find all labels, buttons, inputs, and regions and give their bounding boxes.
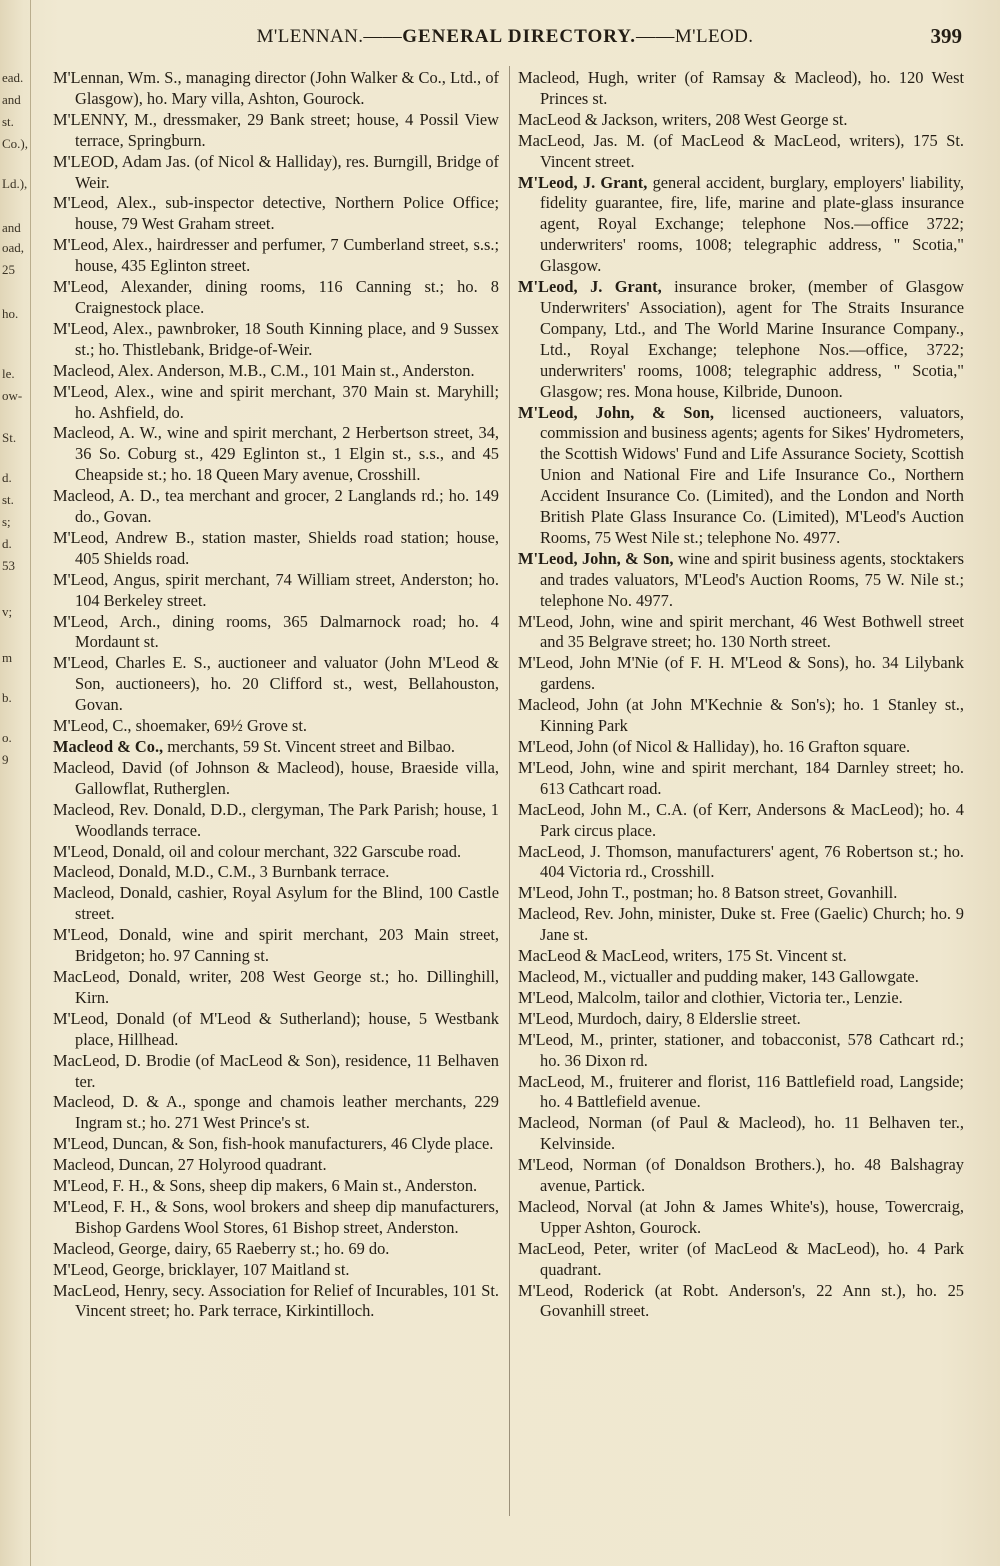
running-title: M'LENNAN.——GENERAL DIRECTORY.——M'LEOD. [256,26,754,47]
entry-name: Macleod, Alex. Anderson, [53,360,225,380]
entry-name: M'Leod, Arch., [53,611,161,631]
margin-fragment: ho. [2,306,19,321]
directory-entry [53,1176,499,1197]
entry-details: minister, Duke st. Free (Gaelic) Church; ho. 9 Jane st. [540,904,964,945]
entry-name: Macleod, Norman [518,1113,643,1133]
directory-entry [53,653,499,716]
directory-entry [53,967,499,1009]
entry-details: writer (of Ramsay & Macleod), ho. 120 West Princes st. [540,68,964,108]
entry-name: M'Leod, Andrew B., [53,527,195,547]
entry-details: D.D., clergyman, The Park Parish; house, 1 Woodlands terrace. [75,799,499,840]
entry-details: sub-inspector detective, Northern Police Office; house, 79 West Graham street. [75,193,499,234]
entry-name: M'Leod, John M'Nie [518,653,659,673]
header-right-name: M'LEOD. [674,26,754,47]
column-divider [509,66,510,1516]
entry-name: M'Leod, George, [53,1259,165,1279]
entry-name: M'Leod, Charles E. S., [53,653,211,673]
entry-details: writers, 175 St. Vincent st. [668,946,847,966]
entry-details: fruiterer and florist, 116 Battlefield road, Langside; ho. 4 Battlefield avenue. [540,1071,964,1112]
margin-fragment: le. [2,366,15,381]
entry-name: Macleod, Rev. Donald, [53,799,206,819]
entry-name: M'Leod, John [518,737,609,756]
entry-details: M.D., C.M., 3 Burnbank terrace. [170,862,390,882]
entry-details: (at John & James White's), house, Towercraig, Upper Ashton, Gourock. [540,1196,964,1237]
entry-details: cashier, Royal Asylum for the Blind, 100 Castle street. [75,883,499,924]
page-number: 399 [930,24,962,48]
entry-name: M'Leod, John, [518,611,615,631]
directory-entry [518,1072,964,1114]
directory-entry [53,235,499,277]
directory-entry [518,549,964,612]
directory-entry [53,800,499,842]
directory-entry [53,382,499,424]
entry-name: MacLeod, Donald, [53,966,181,986]
entry-name: MacLeod, John M., [518,799,651,819]
entry-details: shoemaker, 69½ Grove st. [131,716,308,736]
entry-name: M'Leod, Angus, [53,569,160,589]
entry-details: general accident, burglary, employers' liability, fidelity guarantee, fire, life, marine and plate-glass insurance agent, Royal Exchange; telephone Nos.—office 3722; underwriters' rooms, 1008; telegraphic address, " Scotia," Glasgow. [540,172,964,276]
directory-entry [53,1051,499,1093]
entry-details: (of Johnson & Macleod), house, Braeside villa, Gallowflat, Rutherglen. [75,757,499,798]
entry-name: Macleod, A. D., [53,486,160,506]
running-header [40,22,970,56]
entry-name: Macleod, Rev. John, [518,904,654,924]
directory-entry [518,131,964,173]
directory-entry [53,152,499,194]
entry-details: (of F. H. M'Leod & Sons), ho. 34 Lilybank gardens. [540,653,964,694]
entry-details: wine and spirit business agents, stocktakers and trades valuators, M'Leod's Auction Rooms, 75 W. Nile st.; telephone No. 4977. [540,548,964,610]
entry-details: secy. Association for Relief of Incurables, 101 St. Vincent street; ho. Park terrace, Kirkintilloch. [75,1280,499,1321]
directory-entry [518,68,964,110]
entry-name: M'Leod, John, [518,757,616,777]
directory-entry [518,277,964,402]
directory-entry [53,842,499,863]
directory-entry [518,904,964,946]
entry-name: M'Leod, Roderick [518,1280,645,1300]
entry-name: M'Leod, Alex., [53,381,155,401]
entry-details: 27 Holyrood quadrant. [173,1155,327,1175]
entry-name: MacLeod, M., [518,1071,614,1091]
entry-details: auctioneer and valuator (John M'Leod & Son, auctioneers), ho. 20 Clifford st., west, Bellahouston, Govan. [75,653,499,715]
entry-details: fish-hook manufacturers, 46 Clyde place. [218,1134,494,1154]
entry-details: bricklayer, 107 Maitland st. [164,1259,350,1279]
entry-name: Macleod, D. & A., [53,1092,187,1112]
right-column [518,68,964,1558]
entry-name: M'Leod, Donald [53,1008,165,1028]
entry-name: M'Leod, Duncan, & Son, [53,1134,219,1154]
directory-entry [53,758,499,800]
entry-details: spirit merchant, 74 William street, Anderston; ho. 104 Berkeley street. [75,569,499,610]
directory-entry [518,1281,964,1323]
entry-name: MacLeod, J. Thomson, [518,841,672,861]
entry-details: writer (of MacLeod & MacLeod), ho. 4 Park quadrant. [540,1238,964,1279]
entry-details: sheep dip makers, 6 Main st., Anderston. [205,1176,478,1196]
entry-name: M'Leod, C., [53,716,132,736]
entry-name: Macleod, M., [518,966,607,986]
entry-name: Macleod, John [518,695,619,715]
margin-fragment: ow- [2,388,23,403]
margin-fragment: m [2,650,13,665]
entry-name: Macleod, Duncan, [53,1155,174,1175]
directory-entry [518,173,964,278]
directory-entry [518,1239,964,1281]
directory-entry [53,883,499,925]
directory-entry [53,1134,499,1155]
entry-name: M'Leod, Donald, [53,925,172,945]
entry-details: manufacturers' agent, 76 Robertson st.; ho. 404 Victoria rd., Crosshill. [540,841,964,882]
entry-name: Macleod, Norval [518,1196,633,1216]
entry-name: Macleod & Co., [53,737,164,756]
directory-entry [518,1197,964,1239]
entry-details: (of MacLeod & MacLeod, writers), 175 St. Vincent street. [540,130,964,171]
directory-entry [53,570,499,612]
margin-fragment: 53 [2,558,15,573]
margin-fragment: and [2,92,21,107]
entry-details: wine and spirit merchant, 203 Main street, Bridgeton; ho. 97 Canning st. [75,925,499,966]
entry-name: M'Leod, Alexander, [53,277,193,297]
entry-name: M'Leod, Murdoch, [518,1008,642,1028]
entry-details: (at Robt. Anderson's, 22 Ann st.), ho. 25 Govanhill street. [540,1280,964,1321]
entry-details: wool brokers and sheep dip manufacturers, Bishop Gardens Wool Stores, 61 Bishop street, Anderston. [75,1196,499,1237]
directory-entry [53,1260,499,1281]
directory-entry [518,110,964,131]
entry-details: tailor and clothier, Victoria ter., Lenzie. [640,987,903,1007]
directory-entry [53,1281,499,1323]
entry-name: MacLeod, Henry, [53,1280,169,1300]
entry-details: insurance broker, (member of Glasgow Underwriters' Association), agent for The Straits Insurance Company, Ltd., and The World Marine Insurance Company., Ltd., Royal Exchange; telephone Nos.—office, 3722; underwriters' rooms, 1008; telegraphic address, " Scotia," Glasgow; res. Mona house, Kilbride, Dunoon. [540,277,964,401]
margin-fragment: st. [2,492,14,507]
directory-entry [53,737,499,758]
entry-details: victualler and pudding maker, 143 Gallowgate. [606,966,919,986]
entry-name: M'LENNY, M., [53,109,157,129]
margin-fragment: St. [2,430,17,445]
left-column [53,68,499,1558]
entry-name: MacLeod, Peter, [518,1238,631,1258]
directory-entry [518,1113,964,1155]
directory-entry [518,842,964,884]
entry-name: M'Leod, John, & Son, [518,548,674,568]
entry-details: dining rooms, 116 Canning st.; ho. 8 Craignestock place. [75,277,499,317]
directory-entry [53,612,499,654]
entry-name: M'Leod, F. H., & Sons, [53,1176,206,1196]
entry-details: (of Nicol & Halliday), res. Burngill, Bridge of Weir. [75,151,499,192]
directory-entry [518,946,964,967]
entry-name: M'Leod, J. Grant, [518,277,662,297]
entry-name: Macleod, Donald, [53,862,171,882]
margin-fragment: 25 [2,262,15,277]
directory-entry [53,528,499,570]
entry-details: station master, Shields road station; house, 405 Shields road. [75,527,499,568]
entry-name: M'Leod, John T., [518,883,630,903]
margin-fragment: and [2,220,21,235]
margin-fragment: d. [2,536,12,551]
entry-name: MacLeod, D. Brodie [53,1050,191,1070]
entry-name: MacLeod & MacLeod, [518,946,669,966]
directory-entry [53,1155,499,1176]
entry-name: M'Leod, Alex., [53,193,157,213]
directory-entry [518,967,964,988]
entry-name: MacLeod & Jackson, [518,109,658,129]
entry-details: writer, 208 West George st.; ho. Dillinghill, Kirn. [75,966,499,1007]
directory-entry [53,925,499,967]
directory-entry [518,800,964,842]
margin-fragment: s; [2,514,11,529]
entry-details: M.B., C.M., 101 Main st., Anderston. [224,360,475,380]
entry-details: sponge and chamois leather merchants, 229 Ingram st.; ho. 271 West Prince's st. [75,1092,499,1133]
directory-entry [518,883,964,904]
entry-details: (of M'Leod & Sutherland); house, 5 Westbank place, Hillhead. [75,1008,499,1049]
margin-fragment: o. [2,730,12,745]
entry-details: dairy, 65 Raeberry st.; ho. 69 do. [170,1238,390,1258]
header-left-name: M'LENNAN. [256,26,364,47]
entry-name: Macleod, Hugh, [518,68,629,87]
directory-entry [518,695,964,737]
entry-name: Macleod, A. W., [53,423,162,443]
directory-entry [518,758,964,800]
margin-fragment: b. [2,690,12,705]
directory-entry [53,716,499,737]
directory-entry [53,423,499,486]
entry-details: postman; ho. 8 Batson street, Govanhill. [629,883,898,903]
entry-name: MacLeod, Jas. M. [518,130,645,150]
directory-entry [53,110,499,152]
header-title: GENERAL DIRECTORY. [402,26,637,47]
directory-entry [53,1009,499,1051]
directory-entry [53,1092,499,1134]
entry-details: (of Donaldson Brothers.), ho. 48 Balshagray avenue, Partick. [540,1155,964,1196]
directory-entry [518,612,964,654]
entry-details: wine and spirit merchant, 184 Darnley street; ho. 613 Cathcart road. [540,757,964,798]
entry-details: wine and spirit merchant, 2 Herbertson street, 34, 36 So. Coburg st., 429 Eglinton st., 1 Elgin st., s.s., and 45 Cheapside st.; ho. 18 Queen Mary avenue, Crosshill. [75,423,499,485]
entry-name: Macleod, Donald, [53,883,173,903]
entry-details: tea merchant and grocer, 2 Langlands rd.; ho. 149 do., Govan. [75,486,499,527]
entry-details: wine and spirit merchant, 370 Main st. Maryhill; ho. Ashfield, do. [75,381,499,422]
margin-fragment: Ld.), [2,176,28,191]
margin-fragment: st. [2,114,14,129]
directory-entry [518,988,964,1009]
entry-details: managing director (John Walker & Co., Ltd., of Glasgow), ho. Mary villa, Ashton, Gourock. [75,68,499,108]
entry-details: dining rooms, 365 Dalmarnock road; ho. 4 Mordaunt st. [75,611,499,652]
directory-entry [518,653,964,695]
entry-name: M'Leod, Donald, [53,841,165,861]
directory-entry [518,403,964,549]
entry-details: pawnbroker, 18 South Kinning place, and 9 Sussex st.; ho. Thistlebank, Bridge-of-Weir. [75,318,499,359]
margin-fragment: d. [2,470,12,485]
entry-name: M'Leod, M., [518,1029,604,1049]
directory-entry [53,193,499,235]
entry-name: M'Leod, F. H., & Sons, [53,1196,209,1216]
margin-fragment: oad, [2,240,25,255]
directory-entry [53,1197,499,1239]
entry-name: M'Leod, J. Grant, [518,172,648,192]
entry-name: M'Leod, Norman [518,1155,637,1175]
directory-entry [53,1239,499,1260]
entry-name: Macleod, David [53,757,162,777]
directory-entry [53,277,499,319]
entry-details: writers, 208 West George st. [657,109,848,129]
directory-entry [518,1009,964,1030]
margin-fragment: v; [2,604,13,619]
entry-name: M'Leod, John, & Son, [518,402,714,422]
margin-fragment: Co.), [2,136,28,151]
entry-details: merchants, 59 St. Vincent street and Bilbao. [163,737,456,756]
entry-details: hairdresser and perfumer, 7 Cumberland street, s.s.; house, 435 Eglinton street. [75,235,499,276]
entry-details: licensed auctioneers, valuators, commission and business agents; agents for Sikes' Hydrometers, the Scottish Widows' Fund and Life Assurance Society, Scottish Union and National Fire and Life Insurance Co., Northern Accident Insurance Co. (Limited), and the London and North British Plate Glass Insurance Co. (Limited), M'Leod's Auction Rooms, 75 West Nile st.; telephone No. 4977. [540,402,964,547]
directory-entry [518,1155,964,1197]
entry-details: (at John M'Kechnie & Son's); ho. 1 Stanley st., Kinning Park [540,695,964,736]
directory-entry [53,486,499,528]
margin-fragment: 9 [2,752,9,767]
margin-fragment: ead. [2,70,24,85]
entry-name: M'LEOD, Adam Jas. [53,151,191,171]
entry-details: dressmaker, 29 Bank street; house, 4 Possil View terrace, Springburn. [75,109,499,150]
entry-name: M'Leod, Alex., [53,318,153,338]
entry-name: Macleod, George, [53,1238,171,1258]
entry-details: oil and colour merchant, 322 Garscube road. [164,841,462,861]
directory-entry [518,737,964,758]
directory-entry [518,1030,964,1072]
entry-details: (of MacLeod & Son), residence, 11 Belhaven ter. [75,1050,499,1091]
adjacent-page-margin [0,0,31,1566]
entry-name: M'Leod, Malcolm, [518,987,641,1007]
entry-name: M'Lennan, Wm. S., [53,68,182,87]
entry-details: printer, stationer, and tobacconist, 578 Cathcart rd.; ho. 36 Dixon rd. [540,1029,964,1070]
entry-details: (of Nicol & Halliday), ho. 16 Grafton square. [608,737,911,756]
directory-entry [53,319,499,361]
entry-details: C.A. (of Kerr, Andersons & MacLeod); ho. 4 Park circus place. [540,799,964,840]
directory-entry [53,862,499,883]
entry-details: (of Paul & Macleod), ho. 11 Belhaven ter., Kelvinside. [540,1113,964,1154]
entry-details: dairy, 8 Elderslie street. [641,1008,801,1028]
entry-details: wine and spirit merchant, 46 West Bothwell street and 35 Belgrave street; ho. 130 North street. [540,611,964,652]
entry-name: M'Leod, Alex., [53,235,153,255]
directory-entry [53,361,499,382]
directory-entry [53,68,499,110]
